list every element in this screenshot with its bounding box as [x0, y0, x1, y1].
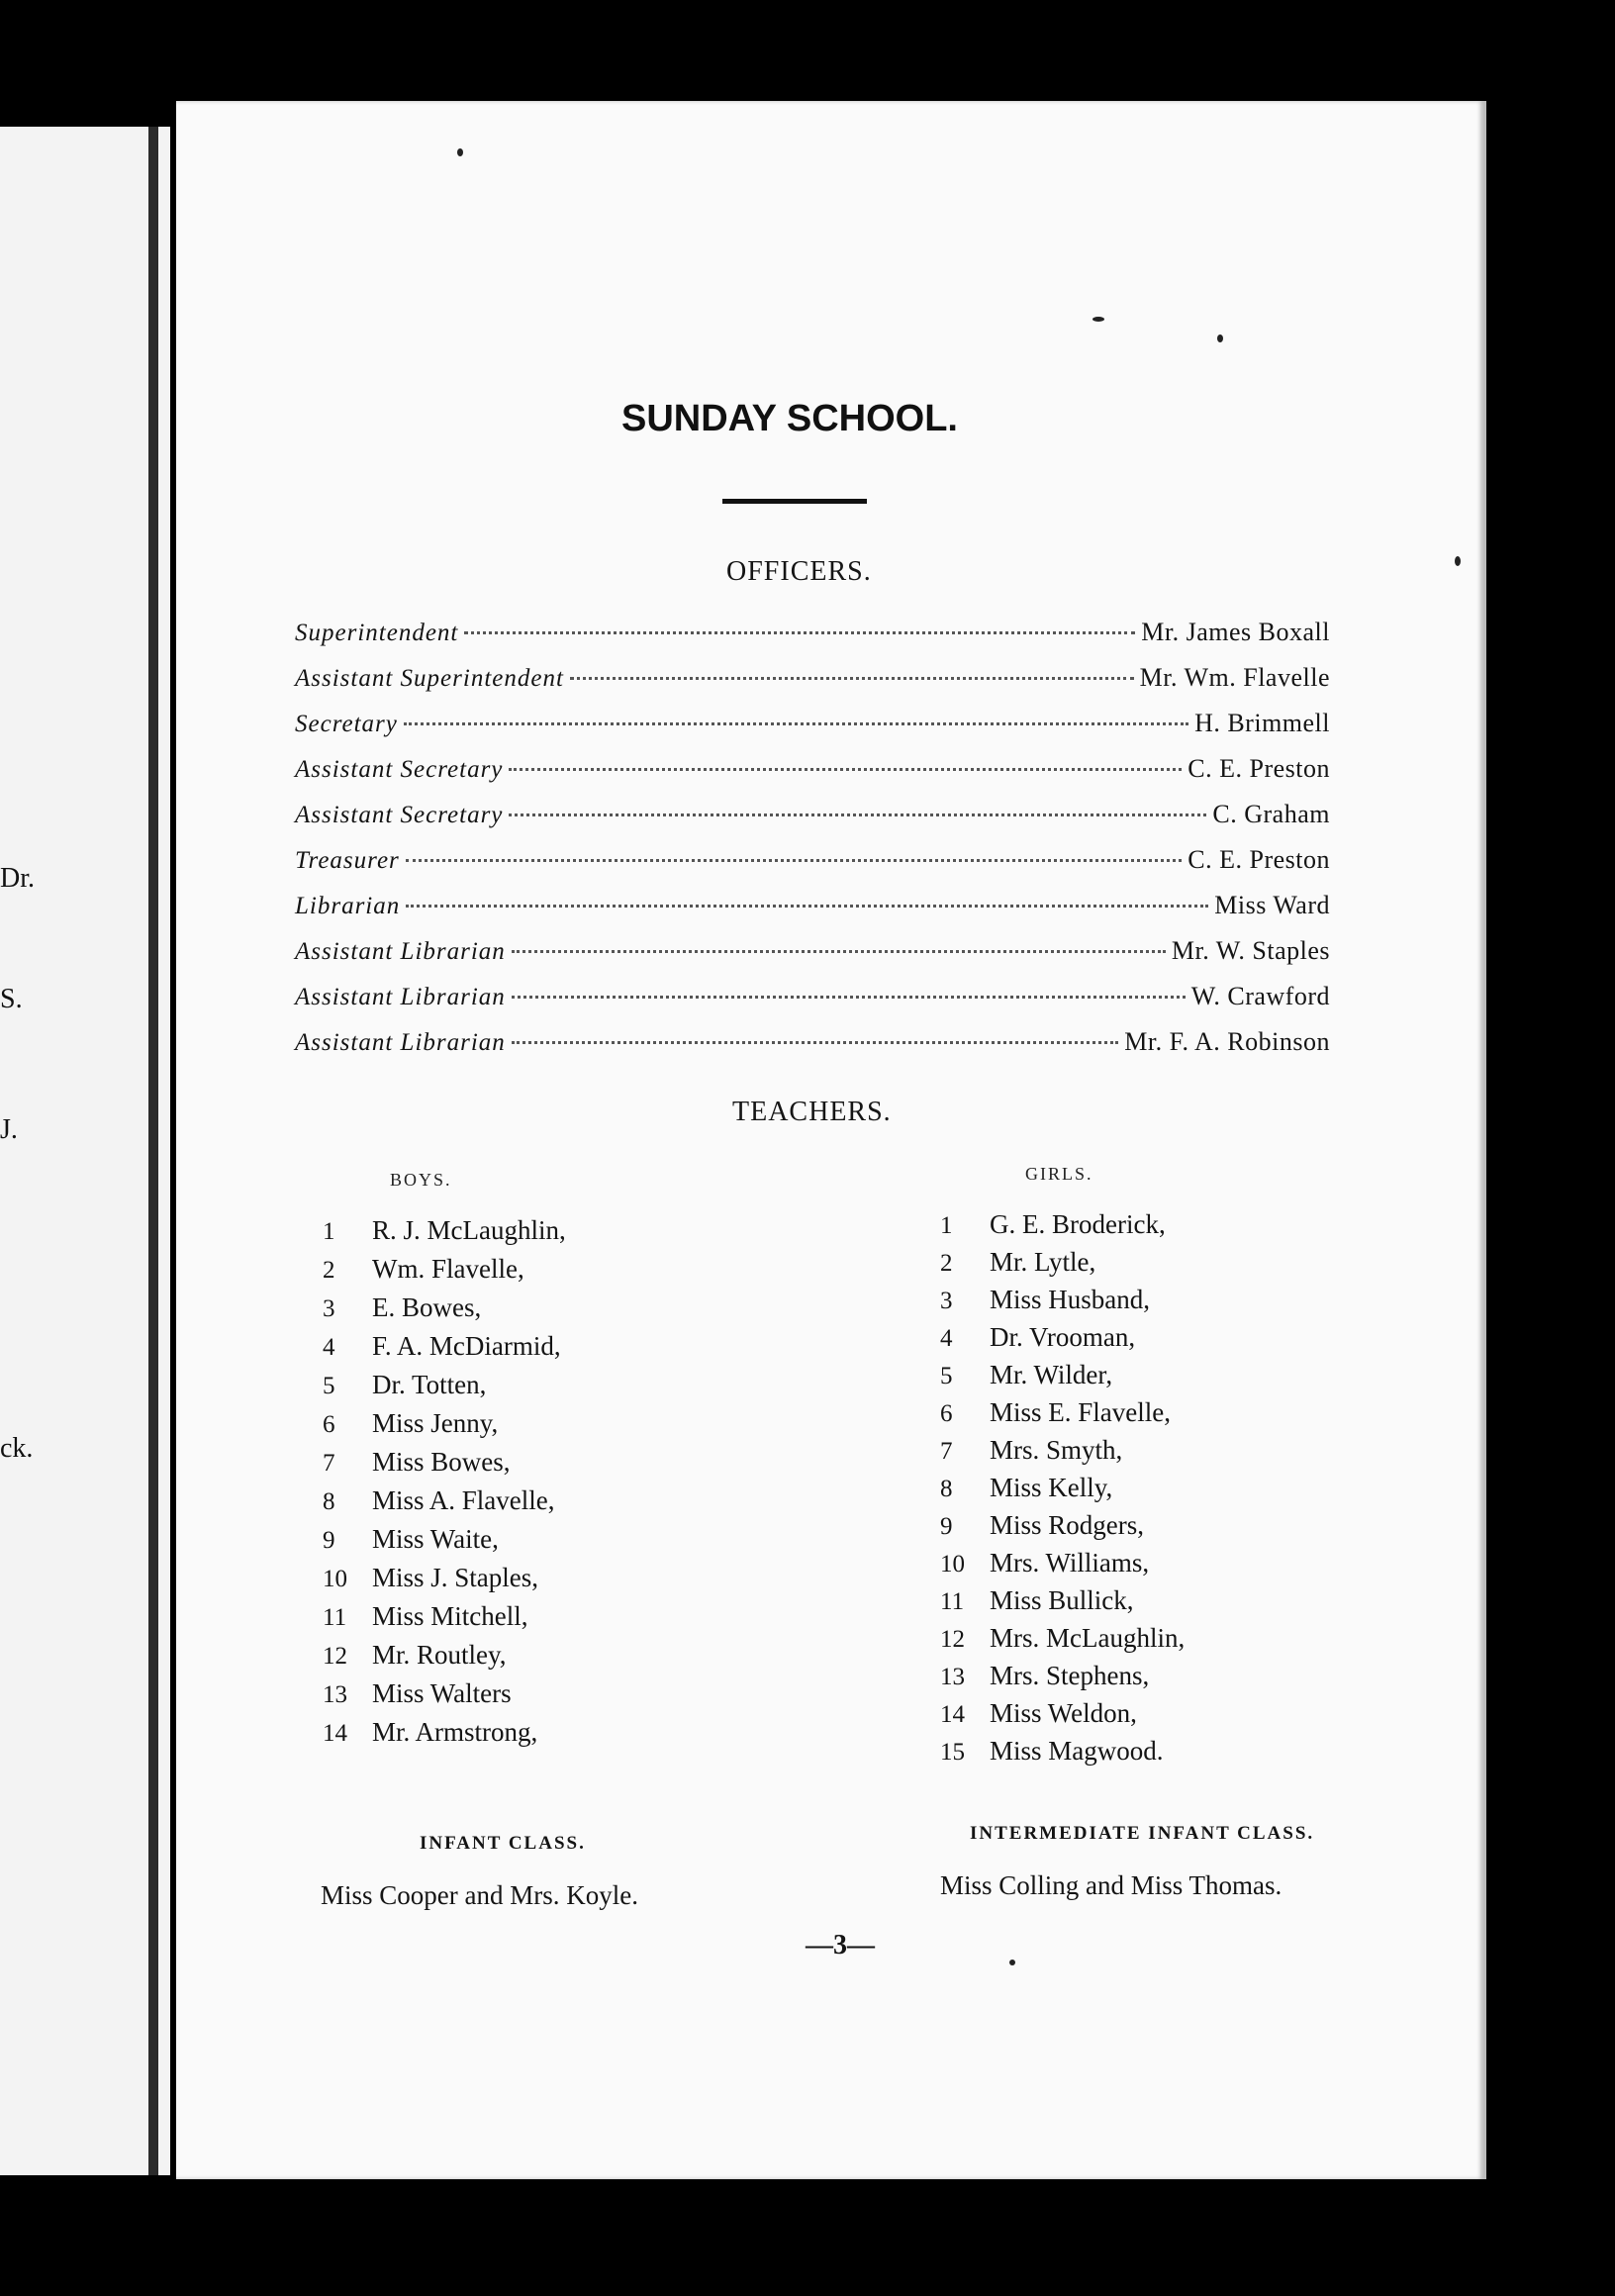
officer-name: H. Brimmell — [1194, 709, 1330, 737]
item-number: 13 — [940, 1664, 965, 1690]
item-number: 15 — [940, 1739, 965, 1766]
item-number: 8 — [323, 1488, 335, 1515]
officer-row — [295, 891, 1330, 924]
officer-name: Mr. F. A. Robinson — [1124, 1027, 1330, 1056]
item-number: 3 — [323, 1295, 335, 1322]
teacher-name: Dr. Vrooman, — [990, 1322, 1136, 1352]
teacher-name: Mrs. Williams, — [990, 1548, 1150, 1578]
dot-leader — [512, 996, 1186, 999]
teacher-name: Miss Bullick, — [990, 1585, 1134, 1615]
item-number: 14 — [323, 1720, 347, 1747]
infant-class-names: Miss Cooper and Mrs. Koyle. — [321, 1880, 638, 1910]
list-item — [323, 1485, 555, 1521]
intermediate-infant-class-heading: INTERMEDIATE INFANT CLASS. — [970, 1823, 1315, 1844]
list-item — [323, 1717, 537, 1753]
list-item — [323, 1640, 507, 1675]
officer-name: Mr. Wm. Flavelle — [1139, 663, 1330, 692]
teacher-name: E. Bowes, — [372, 1292, 482, 1322]
item-number: 10 — [323, 1566, 347, 1592]
list-item — [323, 1370, 486, 1405]
item-number: 7 — [940, 1438, 953, 1465]
list-item — [940, 1360, 1112, 1395]
teacher-name: Mr. Wilder, — [990, 1360, 1113, 1389]
list-item — [323, 1292, 481, 1328]
officer-row — [295, 663, 1330, 697]
left-page-fragment: Dr. — [0, 863, 35, 894]
item-number: 12 — [940, 1626, 965, 1653]
dot-leader — [406, 905, 1208, 908]
list-item — [323, 1563, 538, 1598]
dust-speck — [1009, 1960, 1015, 1965]
left-facing-page — [0, 127, 170, 2175]
dust-speck — [1217, 335, 1223, 342]
officer-row — [295, 754, 1330, 788]
officer-row — [295, 800, 1330, 833]
item-number: 12 — [323, 1643, 347, 1670]
teacher-name: Mrs. Stephens, — [990, 1661, 1150, 1690]
officers-heading: OFFICERS. — [726, 556, 872, 587]
page-number: —3— — [806, 1930, 875, 1961]
officer-row — [295, 936, 1330, 970]
item-number: 4 — [940, 1325, 953, 1352]
list-item — [940, 1247, 1095, 1283]
item-number: 11 — [940, 1588, 965, 1615]
list-item — [323, 1601, 528, 1637]
left-page-fragment: S. — [0, 984, 23, 1014]
item-number: 10 — [940, 1551, 965, 1578]
officer-name: C. E. Preston — [1188, 845, 1330, 874]
item-number: 14 — [940, 1701, 965, 1728]
item-number: 8 — [940, 1476, 953, 1502]
teacher-name: Miss Waite, — [372, 1524, 499, 1554]
list-item — [323, 1678, 512, 1714]
teachers-heading: TEACHERS. — [732, 1097, 892, 1127]
item-number: 13 — [323, 1681, 347, 1708]
officer-role: Treasurer — [295, 847, 400, 874]
list-item — [323, 1331, 561, 1367]
teacher-name: Mr. Routley, — [372, 1640, 507, 1670]
teacher-name: Dr. Totten, — [372, 1370, 487, 1399]
dust-speck — [1092, 317, 1104, 322]
intermediate-infant-class-names: Miss Colling and Miss Thomas. — [940, 1870, 1282, 1900]
item-number: 5 — [323, 1373, 335, 1399]
list-item — [940, 1397, 1171, 1433]
teacher-name: Miss Weldon, — [990, 1698, 1137, 1728]
item-number: 2 — [940, 1250, 953, 1277]
boys-heading: BOYS. — [390, 1170, 452, 1190]
list-item — [940, 1209, 1166, 1245]
item-number: 1 — [323, 1218, 335, 1245]
teacher-name: G. E. Broderick, — [990, 1209, 1166, 1239]
teacher-name: F. A. McDiarmid, — [372, 1331, 561, 1361]
teacher-name: Miss Mitchell, — [372, 1601, 528, 1631]
officer-row — [295, 1027, 1330, 1061]
left-page-fragment: J. — [0, 1114, 18, 1145]
list-item — [940, 1510, 1144, 1546]
list-item — [940, 1285, 1150, 1320]
list-item — [940, 1698, 1137, 1734]
dot-leader — [512, 950, 1166, 953]
dot-leader — [464, 631, 1135, 634]
infant-class-heading: INFANT CLASS. — [420, 1833, 586, 1854]
teacher-name: Miss Jenny, — [372, 1408, 499, 1438]
officer-name: C. E. Preston — [1188, 754, 1330, 783]
officer-row — [295, 709, 1330, 742]
officer-role: Secretary — [295, 711, 398, 737]
dot-leader — [570, 677, 1134, 680]
dust-speck — [457, 148, 463, 156]
list-item — [940, 1548, 1149, 1583]
item-number: 5 — [940, 1363, 953, 1389]
page-title: SUNDAY SCHOOL. — [621, 398, 958, 439]
item-number: 6 — [940, 1400, 953, 1427]
officer-name: W. Crawford — [1190, 982, 1330, 1010]
teacher-name: Mrs. Smyth, — [990, 1435, 1123, 1465]
officer-role: Assistant Librarian — [295, 1029, 506, 1056]
item-number: 9 — [323, 1527, 335, 1554]
teacher-name: Miss E. Flavelle, — [990, 1397, 1171, 1427]
teacher-name: Miss Rodgers, — [990, 1510, 1145, 1540]
list-item — [323, 1254, 524, 1290]
item-number: 2 — [323, 1257, 335, 1284]
teacher-name: Mr. Armstrong, — [372, 1717, 538, 1747]
teacher-name: Miss Walters — [372, 1678, 512, 1708]
item-number: 7 — [323, 1450, 335, 1477]
title-divider — [722, 499, 867, 504]
teacher-name: R. J. McLaughlin, — [372, 1215, 566, 1245]
officer-name: Mr. James Boxall — [1141, 618, 1330, 646]
officer-row — [295, 845, 1330, 879]
girls-heading: GIRLS. — [1025, 1164, 1093, 1184]
list-item — [940, 1473, 1112, 1508]
item-number: 6 — [323, 1411, 335, 1438]
list-item — [940, 1435, 1122, 1471]
list-item — [940, 1736, 1164, 1771]
teacher-name: Wm. Flavelle, — [372, 1254, 524, 1284]
dust-speck — [1455, 556, 1461, 566]
teacher-name: Miss J. Staples, — [372, 1563, 539, 1592]
teacher-name: Mr. Lytle, — [990, 1247, 1096, 1277]
list-item — [940, 1661, 1149, 1696]
item-number: 11 — [323, 1604, 347, 1631]
list-item — [940, 1322, 1135, 1358]
officer-role: Assistant Secretary — [295, 802, 504, 828]
list-item — [323, 1524, 499, 1560]
officer-name: Miss Ward — [1214, 891, 1330, 919]
officer-role: Assistant Secretary — [295, 756, 504, 783]
teacher-name: Mrs. McLaughlin, — [990, 1623, 1186, 1653]
officer-role: Assistant Librarian — [295, 984, 506, 1010]
officer-name: C. Graham — [1212, 800, 1330, 828]
teacher-name: Miss A. Flavelle, — [372, 1485, 555, 1515]
list-item — [323, 1447, 511, 1483]
list-item — [940, 1585, 1134, 1621]
teacher-name: Miss Bowes, — [372, 1447, 511, 1477]
officer-role: Superintendent — [295, 620, 459, 646]
officer-role: Assistant Superintendent — [295, 665, 564, 692]
teacher-name: Miss Husband, — [990, 1285, 1151, 1314]
teacher-name: Miss Kelly, — [990, 1473, 1113, 1502]
teacher-name: Miss Magwood. — [990, 1736, 1164, 1766]
item-number: 9 — [940, 1513, 953, 1540]
list-item — [323, 1408, 498, 1444]
officer-row — [295, 982, 1330, 1015]
dot-leader — [406, 859, 1182, 862]
page-gutter — [148, 127, 158, 2175]
dot-leader — [509, 813, 1206, 816]
item-number: 4 — [323, 1334, 335, 1361]
officer-row — [295, 618, 1330, 651]
item-number: 3 — [940, 1288, 953, 1314]
officer-name: Mr. W. Staples — [1171, 936, 1330, 965]
left-page-fragment: ck. — [0, 1433, 34, 1464]
list-item — [940, 1623, 1185, 1659]
dot-leader — [404, 722, 1188, 725]
item-number: 1 — [940, 1212, 953, 1239]
list-item — [323, 1215, 566, 1251]
officer-role: Assistant Librarian — [295, 938, 506, 965]
dot-leader — [509, 768, 1182, 771]
dot-leader — [512, 1041, 1118, 1044]
officer-role: Librarian — [295, 893, 401, 919]
